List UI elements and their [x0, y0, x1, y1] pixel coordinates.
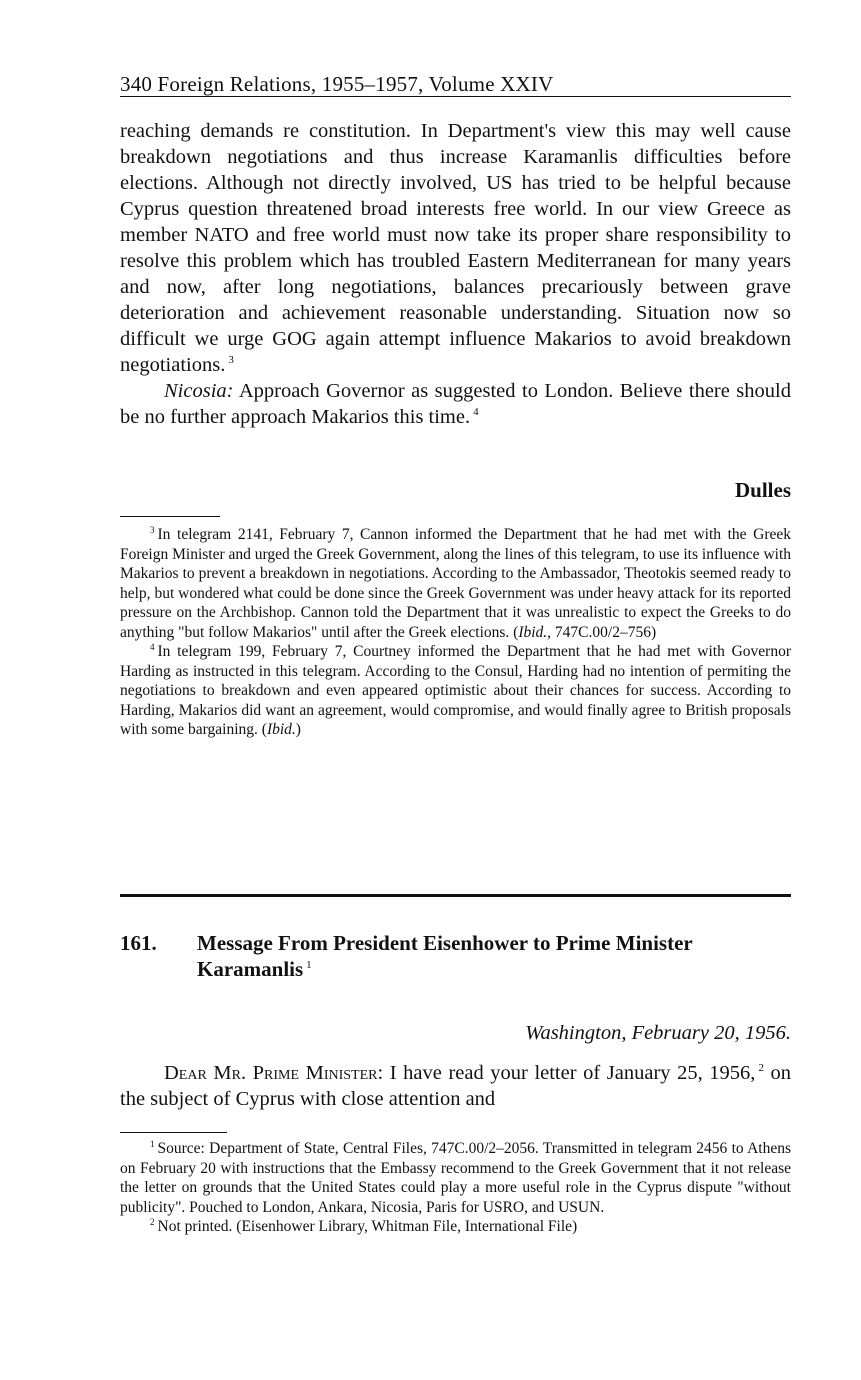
footnote-1-text: Source: Department of State, Central Files, 747C.00/2–2056. Transmitted in telegram 2456 to Athens on February 20 with instructions that the Embassy recommend to the Greek Government that it not release the letter on grounds that the United States could play a more useful role in the Cyprus dispute "without publicity". Pouched to London, Ankara, Nicosia, Paris for USRO, and USUN. [120, 1140, 791, 1216]
letter-body [120, 1060, 791, 1112]
signature: Dulles [734, 478, 791, 502]
footnote-3 [120, 525, 791, 642]
footnote-ref-2[interactable]: 2 [758, 1062, 764, 1075]
letter-text-continued: on the subject of Cyprus with close attention and [120, 1062, 792, 1110]
letter-paragraph-1 [120, 1060, 791, 1112]
footnote-1 [120, 1139, 791, 1217]
footnotes-top [120, 525, 791, 740]
body-paragraph-2-text: Approach Governor as suggested to London. Believe there should be no further approach Makarios this time. [120, 380, 791, 428]
footnote-3-ibid: Ibid. [518, 623, 548, 641]
footnote-ref-4[interactable]: 4 [473, 406, 479, 419]
section-divider [120, 894, 791, 897]
body-paragraph-1 [120, 118, 791, 378]
footnote-rule-top [120, 516, 220, 517]
footnotes-bottom [120, 1139, 791, 1237]
footnote-4-text: In telegram 199, February 7, Courtney informed the Department that he had met with Governor Harding as instructed in this telegram. According to the Consul, Harding had no intention of permiting the negotiations to breakdown and even appeared optimistic about their chances for success. According to Harding, Makarios did want an agreement, would compromise, and would finally agree to British proposals with some bargaining. ( [120, 643, 791, 738]
letter-text: I have read your letter of January 25, 1956, [389, 1062, 756, 1084]
footnote-3-citation: , 747C.00/2–756) [547, 623, 657, 641]
footnote-2-text: Not printed. (Eisenhower Library, Whitman File, International File) [157, 1218, 578, 1235]
document-number: 161. [120, 931, 157, 955]
body-paragraph-2 [120, 378, 791, 430]
footnote-3-text: In telegram 2141, February 7, Cannon informed the Department that he had met with the Greek Foreign Minister and urged the Greek Government, along the lines of this telegram, to use its influence with Makarios to prevent a breakdown in negotiations. According to the Ambassador, Theotokis seemed ready to help, but wondered what could be done since the Greek Government was under heavy attack for its reported pressure on the Archbishop. Cannon told the Department that it was unrealistic to expect the Greeks to do anything "but follow Makarios" until after the Greek elections. ( [120, 526, 791, 641]
salutation: Dear Mr. Prime Minister: [164, 1062, 384, 1084]
document-title-text: Message From President Eisenhower to Prime Minister Karamanlis [197, 931, 693, 981]
dateline: Washington, February 20, 1956. [525, 1022, 791, 1044]
footnote-ref-3[interactable]: 3 [228, 354, 234, 367]
footnote-ref-1[interactable]: 1 [306, 959, 312, 971]
running-head: 340 Foreign Relations, 1955–1957, Volume XXIV [120, 72, 554, 96]
footnote-rule-bottom [120, 1132, 227, 1133]
footnote-4-ibid: Ibid. [266, 721, 296, 738]
footnote-2-number: 2 [150, 1216, 155, 1227]
footnote-4-citation: ) [295, 721, 301, 738]
footnote-2 [120, 1217, 791, 1237]
body-paragraph-1-text: reaching demands re constitution. In Department's view this may well cause breakdown negotiations and thus increase Karamanlis difficulties before elections. Although not directly involved, US has tried to be helpful because Cyprus question threatened broad interests free world. In our view Greece as member NATO and free world must now take its proper share responsibility to resolve this problem which has troubled Eastern Mediterranean for many years and now, after long negotiations, balances precariously between grave deterioration and achievement reasonable understanding. Situation now so difficult we urge GOG again attempt influence Makarios to avoid breakdown negotiations. [120, 120, 791, 376]
footnote-3-number: 3 [150, 524, 155, 535]
footnote-1-number: 1 [150, 1138, 155, 1149]
footnote-4-number: 4 [150, 641, 155, 652]
footnote-4 [120, 642, 791, 740]
document-title [197, 930, 791, 982]
header-rule [120, 96, 791, 97]
telegram-body [120, 118, 791, 430]
nicosia-label: Nicosia: [164, 380, 234, 402]
